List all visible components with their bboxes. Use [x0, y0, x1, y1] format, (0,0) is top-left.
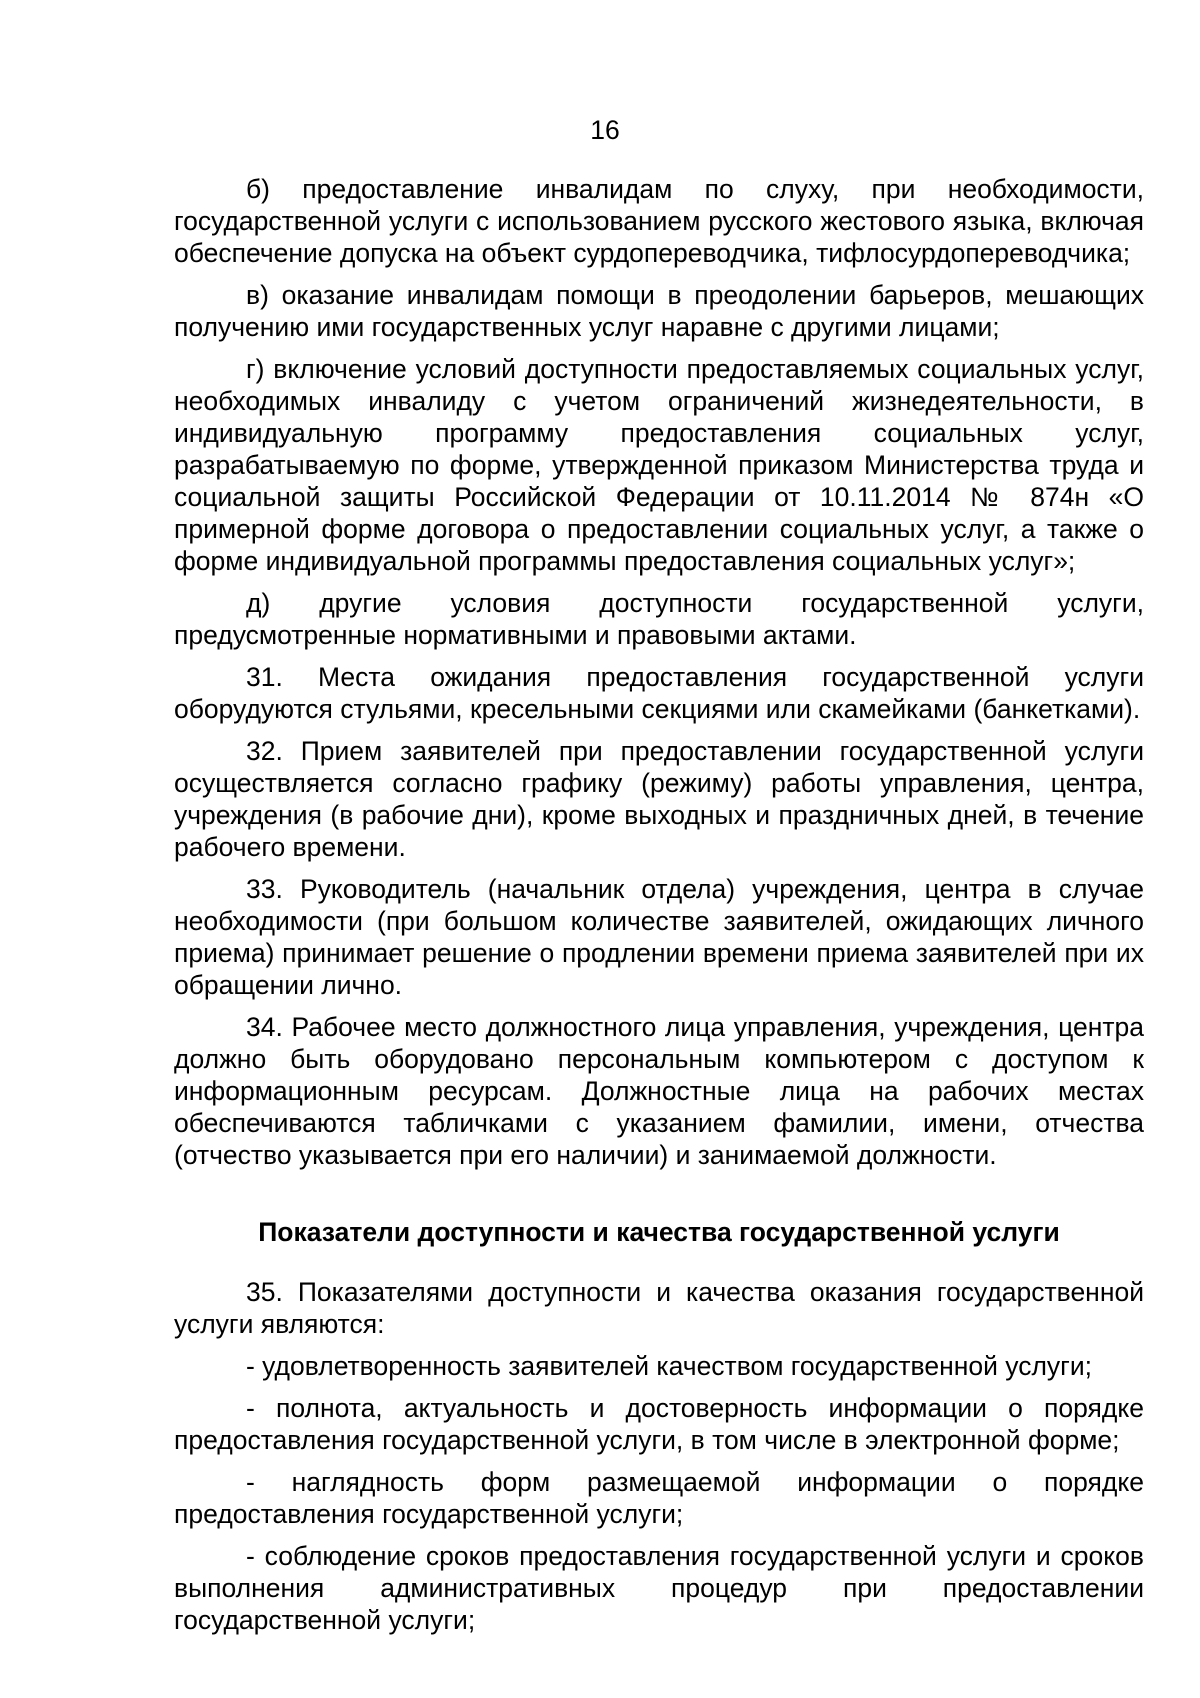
list-item-completeness: - полнота, актуальность и достоверность информации о порядке предоставления государственной услуги, в том числе в электронной форме;: [174, 1393, 1144, 1455]
list-item-visibility: - наглядность форм размещаемой информации о порядке предоставления государственной услуги;: [174, 1467, 1144, 1529]
section-heading: Показатели доступности и качества государственной услуги: [258, 1217, 1060, 1247]
paragraph-b: б) предоставление инвалидам по слуху, при необходимости, государственной услуги с использованием русского жестового языка, включая обеспечение допуска на объект сурдопереводчика, тифлосурдопереводчика;: [174, 174, 1144, 268]
paragraph-32: 32. Прием заявителей при предоставлении государственной услуги осуществляется согласно графику (режиму) работы управления, центра, учреждения (в рабочие дни), кроме выходных и праздничных дней, в течение рабочего времени.: [174, 736, 1144, 862]
paragraph-33: 33. Руководитель (начальник отдела) учреждения, центра в случае необходимости (при большом количестве заявителей, ожидающих личного приема) принимает решение о продлении времени приема заявителей при их обращении лично.: [174, 874, 1144, 1000]
paragraph-d: д) другие условия доступности государственной услуги, предусмотренные нормативными и правовыми актами.: [174, 588, 1144, 650]
list-item-satisfaction: - удовлетворенность заявителей качеством государственной услуги;: [246, 1351, 1092, 1381]
paragraph-31: 31. Места ожидания предоставления государственной услуги оборудуются стульями, кресельными секциями или скамейками (банкетками).: [174, 662, 1144, 724]
paragraph-35: 35. Показателями доступности и качества оказания государственной услуги являются:: [174, 1277, 1144, 1339]
document-body: [174, 173, 1144, 1646]
list-item-deadlines: - соблюдение сроков предоставления государственной услуги и сроков выполнения административных процедур при предоставлении государственной услуги;: [174, 1541, 1144, 1635]
paragraph-g: г) включение условий доступности предоставляемых социальных услуг, необходимых инвалиду с учетом ограничений жизнедеятельности, в индивидуальную программу предоставления социальных услуг, разрабатываемую по форме, утвержденной приказом Министерства труда и социальной защиты Российской Федерации от 10.11.2014 № 874н «О примерной форме договора о предоставлении социальных услуг, а также о форме индивидуальной программы предоставления социальных услуг»;: [174, 354, 1144, 576]
paragraph-34: 34. Рабочее место должностного лица управления, учреждения, центра должно быть оборудовано персональным компьютером с доступом к информационным ресурсам. Должностные лица на рабочих местах обеспечиваются табличками с указанием фамилии, имени, отчества (отчество указывается при его наличии) и занимаемой должности.: [174, 1012, 1144, 1170]
page-number: 16: [590, 115, 620, 145]
paragraph-v: в) оказание инвалидам помощи в преодолении барьеров, мешающих получению ими государственных услуг наравне с другими лицами;: [174, 280, 1144, 342]
